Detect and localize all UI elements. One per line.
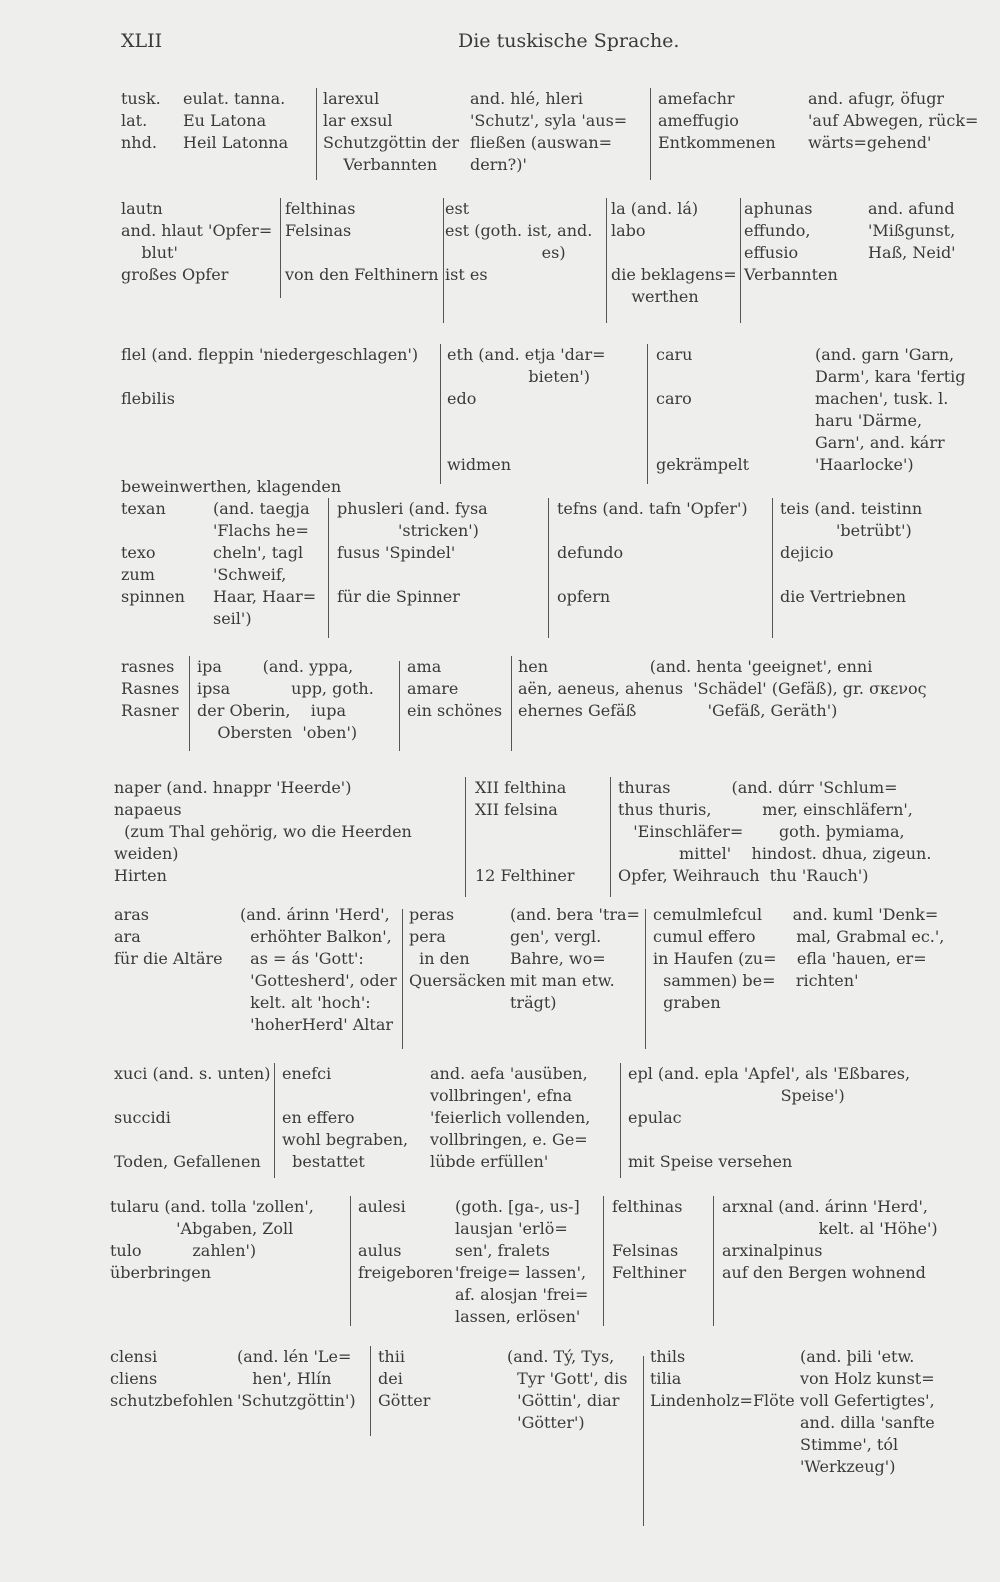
entry-cell: thuras (and. dúrr 'Schlum= thus thuris, mer, einschläfern', 'Einschläfer= goth. þymiama, mittel' hindost. dhua, zigeun. Opfer, Weihrauch thu 'Rauch') (618, 778, 932, 885)
entry-cell: (and. garn 'Garn, Darm', kara 'fertig machen', tusk. l. haru 'Därme, Garn', and. kárr 'Haarlocke') (815, 345, 966, 474)
column-divider (399, 661, 400, 751)
column-divider (650, 88, 651, 180)
column-divider (280, 198, 281, 298)
column-divider (772, 498, 773, 638)
column-divider (511, 656, 512, 751)
entry-cell: teis (and. teistinn 'betrübt') dejicio die Vertriebnen (780, 499, 923, 606)
entry-cell: (and. lén 'Le= hen', Hlín 'Schutzgöttin') (237, 1347, 356, 1410)
entry-cell: arxnal (and. árinn 'Herd', kelt. al 'Höhe') arxinalpinus auf den Bergen wohnend (722, 1197, 938, 1282)
entry-cell: and. afugr, öfugr 'auf Abwegen, rück= wärts=gehend' (808, 89, 979, 152)
entry-cell: flel (and. fleppin 'niedergeschlagen') flebilis beweinwerthen, klagenden (121, 345, 419, 496)
entry-cell: thii dei Götter (378, 1347, 431, 1410)
entry-cell: la (and. lá) labo die beklagens= werthen (611, 199, 737, 306)
entry-cell: epl (and. epla 'Apfel', als 'Eßbares, Speise') epulac mit Speise versehen (628, 1064, 911, 1171)
entry-cell: aras ara für die Altäre (114, 905, 223, 968)
entry-cell: XII felthina XII felsina 12 Felthiner (475, 778, 575, 885)
entry-block-4 (0, 498, 1000, 648)
column-divider (603, 1196, 604, 1326)
entry-block-7 (0, 904, 1000, 1054)
column-divider (440, 344, 441, 484)
column-divider (465, 777, 466, 897)
column-divider (328, 498, 329, 638)
column-divider (350, 1196, 351, 1326)
entry-cell: eth (and. etja 'dar= bieten') edo widmen (447, 345, 606, 474)
entry-cell: tefns (and. tafn 'Opfer') defundo opfern (557, 499, 748, 606)
column-divider (740, 198, 741, 323)
entry-cell: (and. Tý, Tys, Tyr 'Gott', dis 'Göttin', diar 'Götter') (507, 1347, 628, 1432)
column-divider (610, 777, 611, 897)
column-divider (402, 909, 403, 1049)
entry-cell: (goth. [ga-, us-] lausjan 'erlö= sen', fralets 'freige= lassen', af. alosjan 'frei= lassen, erlösen' (455, 1197, 589, 1326)
entry-cell: and. afund 'Mißgunst, Haß, Neid' (868, 199, 956, 262)
column-divider (316, 88, 317, 180)
entry-cell: tusk. lat. nhd. (121, 89, 161, 152)
entry-cell: cemulmlefcul and. kuml 'Denk= cumul effero mal, Grabmal ec.', in Haufen (zu= efla 'hauen, er= sammen) be= richten' graben (653, 905, 945, 1012)
column-divider (443, 198, 444, 323)
entry-cell: (and. árinn 'Herd', erhöhter Balkon', as = ás 'Gott': 'Gottesherd', oder kelt. alt 'hoch': 'hoherHerd' Altar (240, 905, 397, 1034)
entry-cell: ama amare ein schönes (407, 657, 503, 720)
entry-cell: lautn and. hlaut 'Opfer= blut' großes Opfer (121, 199, 273, 284)
entry-cell: thils tilia Lindenholz=Flöte (650, 1347, 795, 1410)
entry-cell: naper (and. hnappr 'Heerde') napaeus (zum Thal gehörig, wo die Heerden weiden) Hirten (114, 778, 412, 885)
entry-cell: ipa (and. yppa, ipsa upp, goth. der Oberin, iupa Obersten 'oben') (197, 657, 374, 742)
entry-cell: enefci en effero wohl begraben, bestattet (282, 1064, 409, 1171)
running-title: Die tuskische Sprache. (458, 30, 680, 52)
entry-cell: texan texo zum spinnen (121, 499, 185, 606)
column-divider (548, 498, 549, 638)
column-divider (713, 1196, 714, 1326)
column-divider (643, 1356, 644, 1526)
entry-cell: clensi cliens schutzbefohlen (110, 1347, 234, 1410)
entry-cell: felthinas Felsinas von den Felthinern (285, 199, 439, 284)
column-divider (370, 1346, 371, 1436)
entry-cell: (and. þili 'etw. von Holz kunst= voll Gefertigtes', and. dilla 'sanfte Stimme', tól 'Werkzeug') (800, 1347, 935, 1476)
entry-cell: larexul lar exsul Schutzgöttin der Verbannten (323, 89, 459, 174)
entry-cell: rasnes Rasnes Rasner (121, 657, 180, 720)
entry-block-10 (0, 1346, 1000, 1536)
entry-cell: peras pera in den Quersäcken (409, 905, 506, 990)
column-divider (645, 909, 646, 1049)
entry-block-2 (0, 198, 1000, 338)
entry-cell: aphunas effundo, effusio Verbannten (744, 199, 838, 284)
column-divider (620, 1063, 621, 1178)
entry-cell: (and. taegja 'Flachs he= cheln', tagl 'Schweif, Haar, Haar= seil') (213, 499, 317, 628)
entry-block-5 (0, 656, 1000, 761)
entry-cell: caru caro gekrämpelt (656, 345, 750, 474)
entry-block-6 (0, 777, 1000, 907)
entry-cell: aulesi aulus freigeboren (358, 1197, 454, 1282)
entry-cell: phusleri (and. fysa 'stricken') fusus 'Spindel' für die Spinner (337, 499, 488, 606)
entry-block-8 (0, 1063, 1000, 1188)
entry-cell: tularu (and. tolla 'zollen', 'Abgaben, Zoll tulo zahlen') überbringen (110, 1197, 314, 1282)
entry-cell: felthinas Felsinas Felthiner (612, 1197, 687, 1282)
entry-cell: xuci (and. s. unten) succidi Toden, Gefallenen (114, 1064, 271, 1171)
page-number: XLII (121, 30, 163, 52)
column-divider (189, 656, 190, 751)
column-divider (274, 1063, 275, 1178)
entry-cell: est est (goth. ist, and. es) ist es (445, 199, 593, 284)
column-divider (606, 198, 607, 323)
column-divider (647, 344, 648, 484)
entry-cell: (and. bera 'tra= gen', vergl. Bahre, wo= mit man etw. trägt) (510, 905, 640, 1012)
entry-block-9 (0, 1196, 1000, 1336)
entry-block-1 (0, 88, 1000, 188)
entry-cell: amefachr ameffugio Entkommenen (658, 89, 776, 152)
entry-cell: eulat. tanna. Eu Latona Heil Latonna (183, 89, 289, 152)
entry-cell: and. aefa 'ausüben, vollbringen', efna 'feierlich vollenden, vollbringen, e. Ge= lübde erfüllen' (430, 1064, 591, 1171)
entry-cell: hen (and. henta 'geeignet', enni aën, aeneus, ahenus 'Schädel' (Gefäß), gr. σκενος ehernes Gefäß 'Gefäß, Geräth') (518, 657, 927, 720)
entry-cell: and. hlé, hleri 'Schutz', syla 'aus= fließen (auswan= dern?)' (470, 89, 628, 174)
entry-block-3 (0, 344, 1000, 494)
